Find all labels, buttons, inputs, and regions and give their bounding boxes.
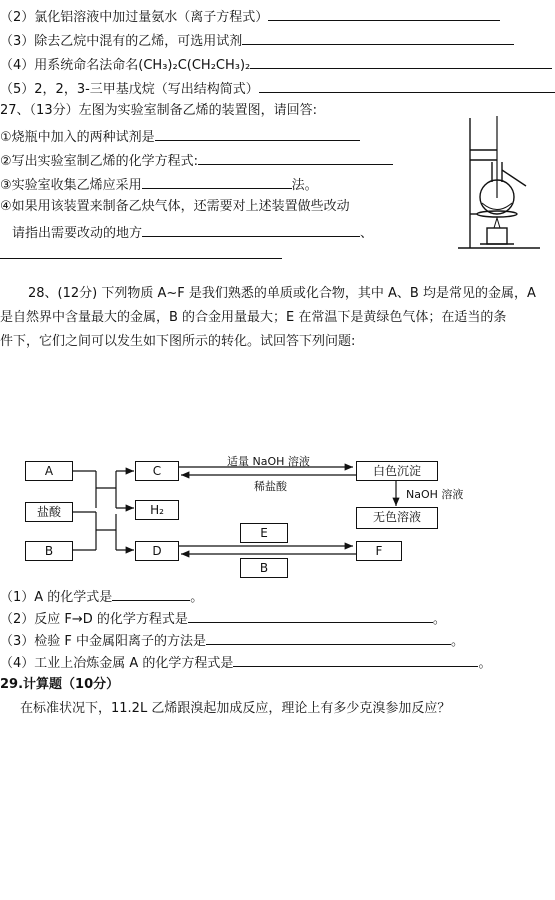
node-f	[356, 541, 402, 561]
q27-item-1-text: ①烧瓶中加入的两种试剂是	[0, 130, 155, 145]
q28-q1-suffix: 。	[190, 590, 204, 605]
q28-q3	[0, 630, 464, 651]
node-d-label: D	[152, 544, 162, 558]
q27-item-3-suffix: 法。	[291, 178, 318, 193]
q28-q2-suffix: 。	[432, 612, 446, 627]
answer-blank[interactable]	[188, 608, 433, 623]
node-b	[25, 541, 73, 561]
node-b-label: B	[44, 544, 54, 558]
q28-q1	[0, 586, 203, 607]
node-a-label: A	[44, 464, 54, 478]
q27-item-4-text: ④如果用该装置来制备乙炔气体，还需要对上述装置做些改动	[0, 199, 350, 214]
node-c	[135, 461, 179, 481]
question-4-text: （4）用系统命名法命名(CH₃)₂C(CH₂CH₃)₂	[0, 58, 251, 73]
question-2-text: （2）氯化铝溶液中加过量氨水（离子方程式）	[0, 10, 269, 25]
label-naoh-right: NaOH 溶液	[406, 488, 464, 501]
q28-line-1: 28、(12分) 下列物质 A~F 是我们熟悉的单质或化合物，其中 A、B 均是常见的金属，A	[28, 286, 536, 301]
label-naoh-top: 适量 NaOH 溶液	[227, 455, 310, 468]
node-e-label: E	[260, 526, 268, 540]
q28-q4	[0, 652, 491, 673]
node-h2	[135, 500, 179, 520]
q28-q4-suffix: 。	[478, 656, 492, 671]
question-3-text: （3）除去乙烷中混有的乙烯，可选用试剂	[0, 34, 243, 49]
answer-blank[interactable]	[233, 652, 478, 667]
answer-blank[interactable]	[112, 586, 190, 601]
node-acid-label: 盐酸	[36, 505, 61, 519]
node-b-reverse-label: B	[259, 561, 269, 575]
q27-item-3-text: ③实验室收集乙烯应采用	[0, 178, 142, 193]
answer-blank[interactable]	[206, 630, 451, 645]
q27-title-text: 27、（13分）左图为实验室制备乙烯的装置图，请回答:	[0, 103, 317, 118]
white-precipitate-label: 白色沉淀	[372, 464, 421, 478]
node-a	[25, 461, 73, 481]
q29-title-text: 29.计算题（10分）	[0, 677, 120, 692]
label-dilute-acid: 稀盐酸	[254, 480, 287, 493]
q28-q1-text: （1）A 的化学式是	[0, 590, 113, 605]
q27-followup-text: 请指出需要改动的地方	[12, 226, 143, 241]
node-white-precipitate	[356, 461, 438, 481]
q29-question-text: 在标准状况下，11.2L 乙烯跟溴起加成反应，理论上有多少克溴参加反应？	[20, 701, 451, 716]
q28-q2	[0, 608, 446, 629]
node-colorless-solution	[356, 507, 438, 529]
node-e	[240, 523, 288, 543]
node-b-reverse	[240, 558, 288, 578]
q28-q3-text: （3）检验 F 中金属阳离子的方法是	[0, 634, 207, 649]
q28-line-2: 是自然界中含量最大的金属，B 的合金用量最大；E 在常温下是黄绿色气体；在适当的条	[0, 310, 507, 325]
colorless-solution-label: 无色溶液	[372, 510, 421, 524]
question-5-text: （5）2，2，3-三甲基戊烷（写出结构简式）	[0, 82, 259, 97]
node-hydrochloric-acid	[25, 502, 73, 522]
node-f-label: F	[375, 544, 383, 558]
q29-question	[20, 700, 450, 718]
node-d	[135, 541, 179, 561]
q28-line-3: 件下，它们之间可以发生如下图所示的转化。试回答下列问题:	[0, 334, 356, 349]
q28-q4-text: （4）工业上冶炼金属 A 的化学方程式是	[0, 656, 234, 671]
q28-q3-suffix: 。	[451, 634, 465, 649]
q27-item-2-text: ②写出实验室制乙烯的化学方程式:	[0, 154, 199, 169]
node-c-label: C	[152, 464, 162, 478]
node-h2-label: H₂	[150, 503, 164, 517]
q27-followup-suffix: 、	[360, 226, 374, 241]
q28-q2-text: （2）反应 F→D 的化学方程式是	[0, 612, 188, 627]
q29-title	[0, 676, 119, 694]
